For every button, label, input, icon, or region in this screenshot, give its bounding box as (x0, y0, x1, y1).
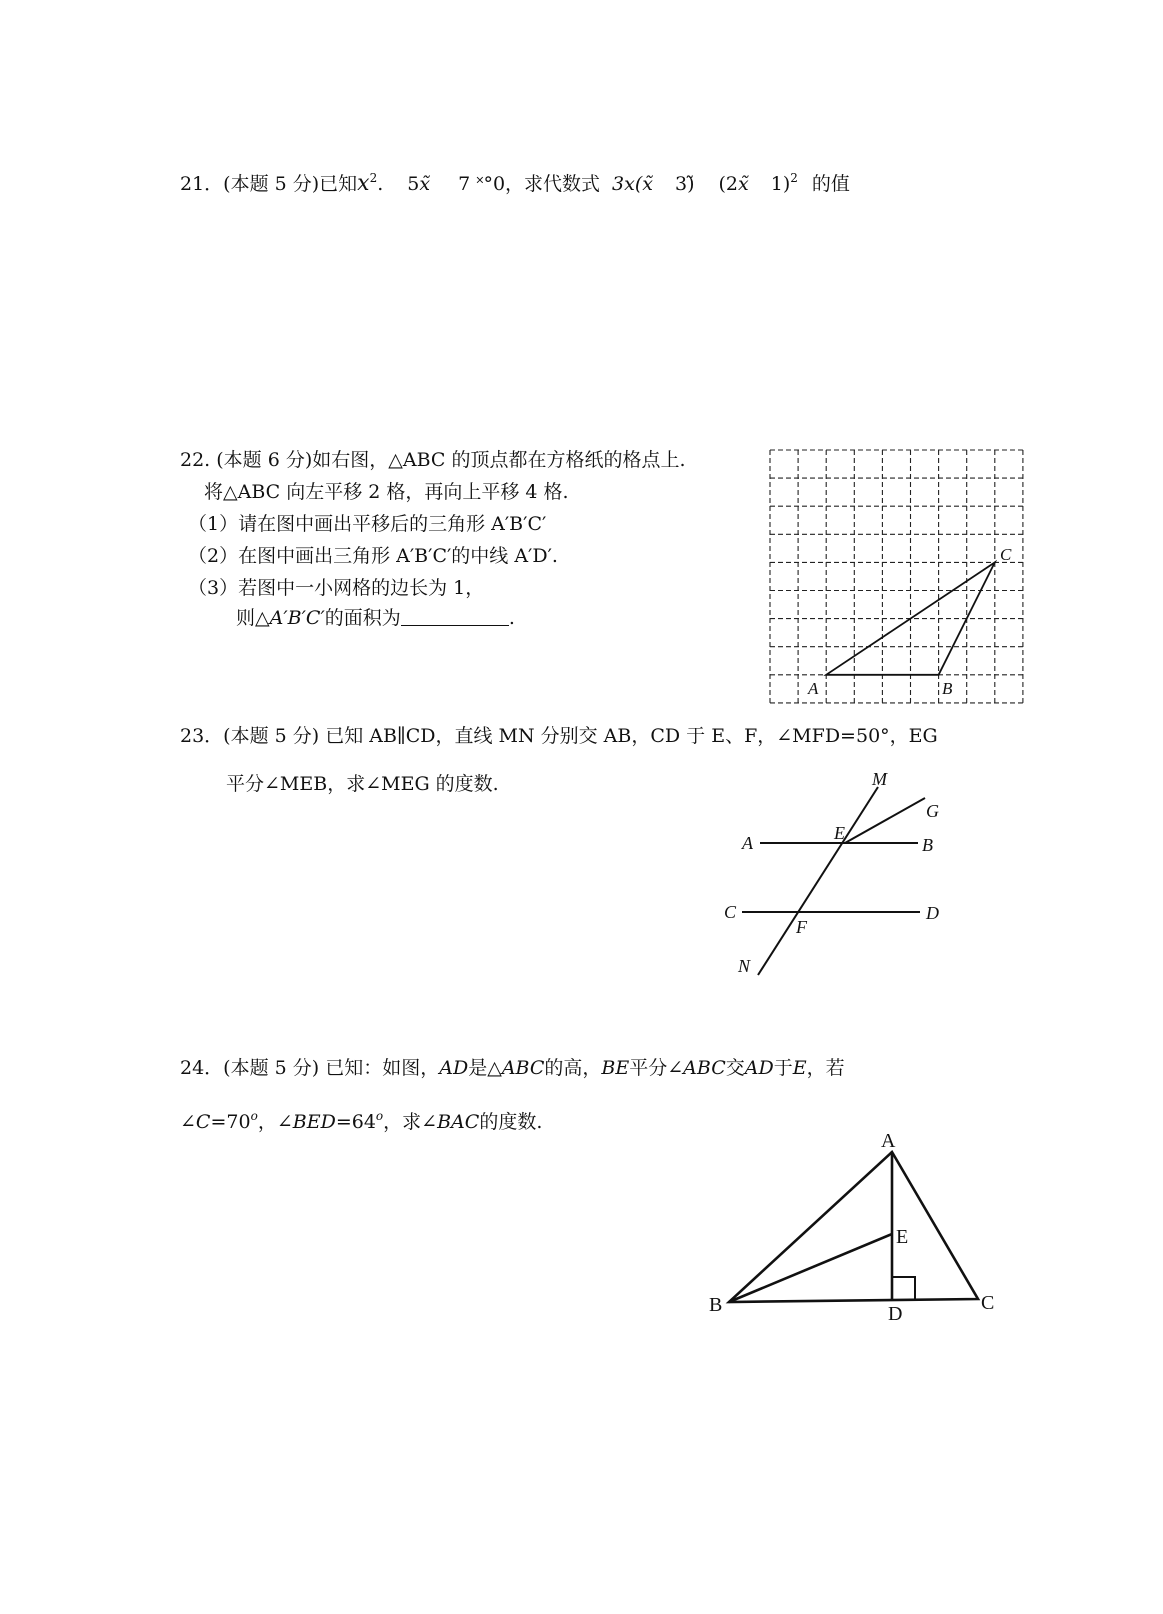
triangle-abc (729, 1152, 978, 1302)
right-angle-mark (892, 1277, 915, 1300)
label-b: B (922, 835, 933, 855)
q24-e: E (792, 1057, 807, 1079)
grid-label-c: C (1000, 545, 1012, 564)
q24-bac: BAC (437, 1111, 480, 1133)
label-m: M (872, 769, 887, 789)
label-d: D (888, 1303, 903, 1325)
q21-suffix: 的值 (811, 173, 850, 195)
q24-line2-b: =70 (210, 1111, 251, 1133)
q21-coef-5: 5 (407, 173, 420, 195)
label-e: E (834, 823, 845, 843)
q22-line6-prefix: 则△ (236, 607, 270, 629)
label-c: C (981, 1292, 995, 1314)
q24-line2-d: =64 (335, 1111, 376, 1133)
q24-line2-c: ，∠ (257, 1111, 293, 1133)
grid-label-a: A (808, 679, 819, 698)
q24-line1-a: 24．(本题 5 分) 已知：如图， (180, 1057, 440, 1079)
q21-var-x2: x̃ (419, 173, 431, 195)
q21-expr-open: (2 (718, 173, 739, 195)
q22-line1: 22. (本题 6 分)如右图，△ABC 的顶点都在方格纸的格点上. (180, 449, 686, 471)
q21-dot: . (377, 173, 384, 195)
q24-bed: BED (292, 1111, 336, 1133)
q24-deg2: o (375, 1109, 384, 1123)
q21-expr-3x: 3x( (612, 173, 643, 195)
q24-triangle-figure (705, 1125, 1025, 1335)
q22-line6-triangle: A′B′C′ (269, 607, 325, 629)
q22-line4: （2）在图中画出三角形 A′B′C′的中线 A′D′. (188, 545, 558, 567)
q24-line2-e: ，求∠ (383, 1111, 438, 1133)
label-e: E (896, 1226, 909, 1248)
q24-line1 (180, 1056, 845, 1080)
q24-be: BE (601, 1057, 630, 1079)
q21-exp: 2 (369, 171, 378, 185)
q24-line1-b: 是 (468, 1057, 488, 1079)
q21-prefix: 21．(本题 5 分)已知 (180, 173, 358, 195)
q24-line1-g: ，若 (806, 1057, 845, 1079)
q21-expr-exp: 2 (790, 171, 798, 185)
label-n: N (738, 956, 751, 976)
q22-line6 (236, 606, 515, 630)
q21-symbol: ˟°0 (476, 173, 506, 195)
q22-line2: 将△ABC 向左平移 2 格，再向上平移 4 格. (204, 481, 569, 503)
q21-expr-x3: x̃ (738, 173, 749, 195)
answer-blank[interactable] (401, 609, 509, 626)
q21-expr-3: 3)̃ (674, 173, 695, 195)
q22-line5: （3）若图中一小网格的边长为 1， (188, 577, 485, 599)
label-a: A (881, 1130, 896, 1152)
q22-line6-end: . (508, 607, 515, 629)
q24-line1-f: 于 (773, 1057, 793, 1079)
q24-c: C (195, 1111, 211, 1133)
question-21 (180, 166, 850, 196)
q24-line2 (180, 1104, 542, 1134)
q21-expr-x: x̃ (642, 173, 653, 195)
line-mn (758, 787, 878, 975)
q21-middle: ，求代数式 (505, 173, 601, 195)
q21-const-7: 7 (458, 173, 471, 195)
q23-line1: 23．(本题 5 分) 已知 AB∥CD，直线 MN 分别交 AB，CD 于 E、F，∠MFD=50°，EG (180, 725, 938, 747)
grid-lines (770, 450, 1023, 703)
q24-ad: AD (439, 1057, 469, 1079)
q24-line1-d: 平分∠ (629, 1057, 684, 1079)
q22-line6-suffix: 的面积为 (324, 607, 401, 629)
q24-line2-a: ∠ (180, 1111, 196, 1133)
q24-line1-e: 交 (725, 1057, 745, 1079)
label-c: C (724, 902, 737, 922)
q21-expr-1: 1) (770, 173, 791, 195)
label-g: G (926, 801, 939, 821)
q23-parallel-figure (720, 765, 960, 985)
q24-deg1: o (250, 1109, 258, 1123)
label-a: A (742, 833, 753, 853)
grid-label-b: B (942, 679, 953, 698)
label-f: F (796, 917, 807, 937)
q21-var-x: x (357, 171, 370, 196)
q22-line3: （1）请在图中画出平移后的三角形 A′B′C′ (188, 513, 547, 535)
q23-line2: 平分∠MEB，求∠MEG 的度数. (226, 773, 499, 795)
label-b: B (709, 1294, 723, 1316)
q22-grid-figure (770, 450, 1026, 706)
q24-ad2: AD (744, 1057, 774, 1079)
q24-abc: ABC (683, 1057, 726, 1079)
q24-triangle: △ABC (487, 1057, 545, 1079)
bisector-be (729, 1234, 892, 1302)
label-d: D (926, 903, 939, 923)
q24-line2-f: 的度数. (479, 1111, 543, 1133)
q24-line1-c: 的高， (544, 1057, 602, 1079)
